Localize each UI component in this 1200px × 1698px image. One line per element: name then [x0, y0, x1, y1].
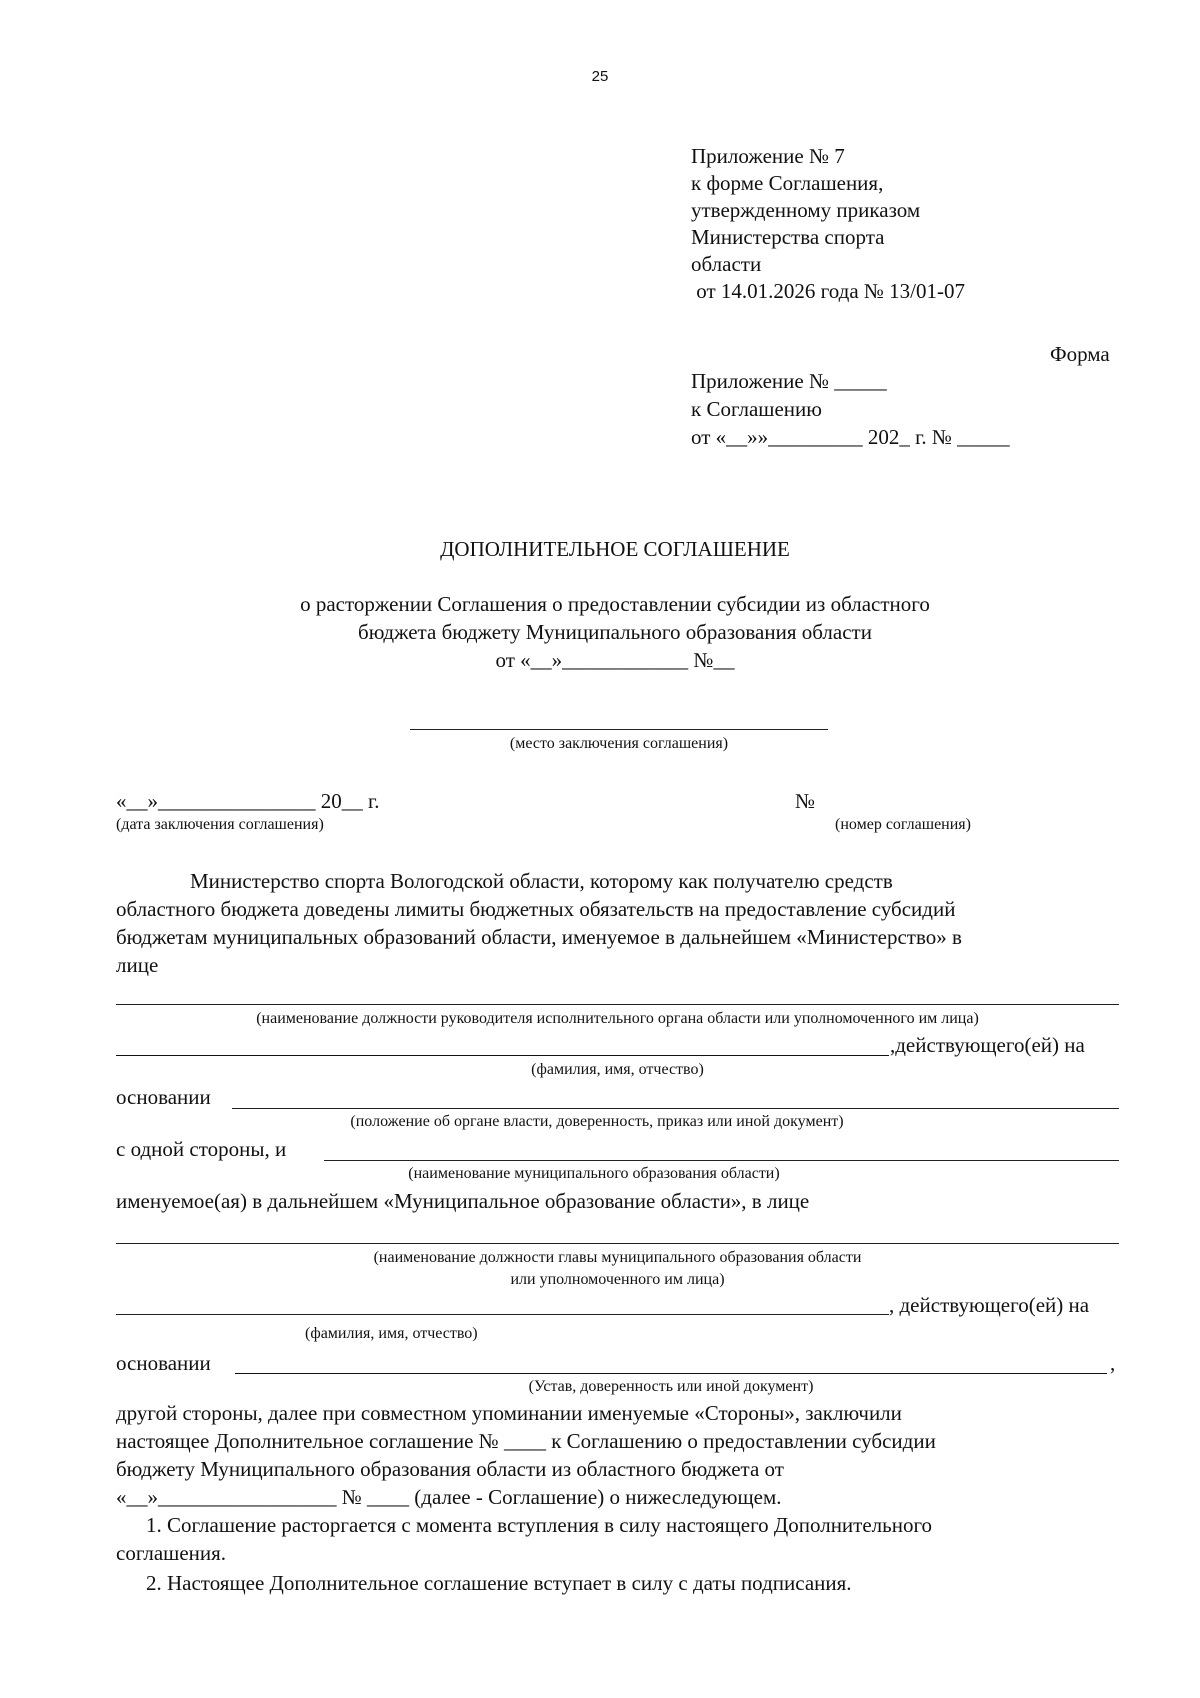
- agreement-appendix-line2: к Соглашению: [691, 397, 822, 421]
- appendix-header-line: Министерства спорта: [691, 225, 885, 249]
- date-caption: (дата заключения соглашения): [116, 816, 324, 833]
- appendix-header-line: к форме Соглашения,: [691, 171, 884, 195]
- intro-line3: бюджетам муниципальных образований области, именуемое в дальнейшем «Министерство» в: [116, 925, 962, 949]
- named-text: именуемое(ая) в дальнейшем «Муниципальное образование области», в лице: [116, 1189, 810, 1213]
- fio-caption: (фамилия, имя, отчество): [531, 1061, 704, 1078]
- fio-line-2: [116, 1314, 889, 1315]
- basis-line-2: [235, 1373, 1107, 1374]
- clause-1-line2: соглашения.: [116, 1541, 227, 1565]
- page-number: 25: [591, 68, 609, 85]
- clause-1-line1: 1. Соглашение расторгается с момента вступления в силу настоящего Дополнительного: [146, 1513, 933, 1537]
- intro-line2: областного бюджета доведены лимиты бюджетных обязательств на предоставление субсидий: [116, 897, 956, 921]
- subtitle-line1: о расторжении Соглашения о предоставлении субсидии из областного: [300, 592, 930, 616]
- basis-label: основании: [116, 1085, 211, 1109]
- head-caption-1: (наименование должности главы муниципального образования области: [373, 1249, 862, 1266]
- appendix-header-line: области: [691, 252, 762, 276]
- clause-2: 2. Настоящее Дополнительное соглашение вступает в силу с даты подписания.: [146, 1571, 852, 1595]
- basis-comma: ,: [1110, 1351, 1116, 1375]
- municipality-caption: (наименование муниципального образования области): [408, 1165, 780, 1182]
- intro-line1: Министерство спорта Вологодской области, которому как получателю средств: [190, 869, 893, 893]
- appendix-header-line: Приложение № 7: [691, 144, 845, 168]
- place-caption: (место заключения соглашения): [509, 735, 729, 752]
- one-side-label: с одной стороны, и: [116, 1137, 287, 1161]
- basis-line: [232, 1108, 1119, 1109]
- acting-text-2: , действующего(ей) на: [889, 1293, 1090, 1317]
- charter-caption: (Устав, доверенность или иной документ): [528, 1378, 814, 1395]
- acting-text: ,действующего(ей) на: [890, 1033, 1085, 1057]
- municipality-line: [324, 1160, 1119, 1161]
- subtitle-line3: от «__»____________ №__: [495, 648, 735, 672]
- number-field: №: [795, 789, 816, 813]
- appendix-header-line: от 14.01.2026 года № 13/01-07: [691, 279, 966, 303]
- closing-line3: бюджету Муниципального образования области из областного бюджета от: [116, 1457, 784, 1481]
- basis-label-2: основании: [116, 1351, 211, 1375]
- position-line: [116, 1004, 1119, 1005]
- basis-caption: (положение об органе власти, доверенность, приказ или иной документ): [350, 1113, 844, 1130]
- head-caption-2: или уполномоченного им лица): [510, 1271, 725, 1288]
- head-position-line: [116, 1243, 1119, 1244]
- date-field: «__»_______________ 20__ г.: [116, 789, 380, 813]
- closing-line1: другой стороны, далее при совместном упоминании именуемые «Стороны», заключили: [116, 1401, 902, 1425]
- intro-line4: лице: [116, 953, 159, 977]
- fio-line: [116, 1055, 889, 1056]
- number-caption: (номер соглашения): [835, 816, 971, 833]
- agreement-appendix-line1: Приложение № _____: [691, 369, 887, 393]
- document-title: ДОПОЛНИТЕЛЬНОЕ СОГЛАШЕНИЕ: [440, 537, 790, 561]
- position-caption: (наименование должности руководителя исполнительного органа области или уполномоченного им лица): [256, 1010, 979, 1027]
- place-line: [410, 729, 828, 730]
- appendix-header-line: утвержденному приказом: [691, 198, 921, 222]
- agreement-appendix-line3: от «__»»_________ 202_ г. № _____: [691, 425, 1010, 449]
- forma-label: Форма: [1050, 342, 1110, 366]
- closing-line4: «__»_________________ № ____ (далее - Соглашение) о нижеследующем.: [116, 1485, 782, 1509]
- subtitle-line2: бюджета бюджету Муниципального образования области: [358, 620, 872, 644]
- fio-caption-2: (фамилия, имя, отчество): [305, 1325, 478, 1342]
- appendix-header: [691, 143, 965, 305]
- closing-line2: настоящее Дополнительное соглашение № ____ к Соглашению о предоставлении субсидии: [116, 1429, 936, 1453]
